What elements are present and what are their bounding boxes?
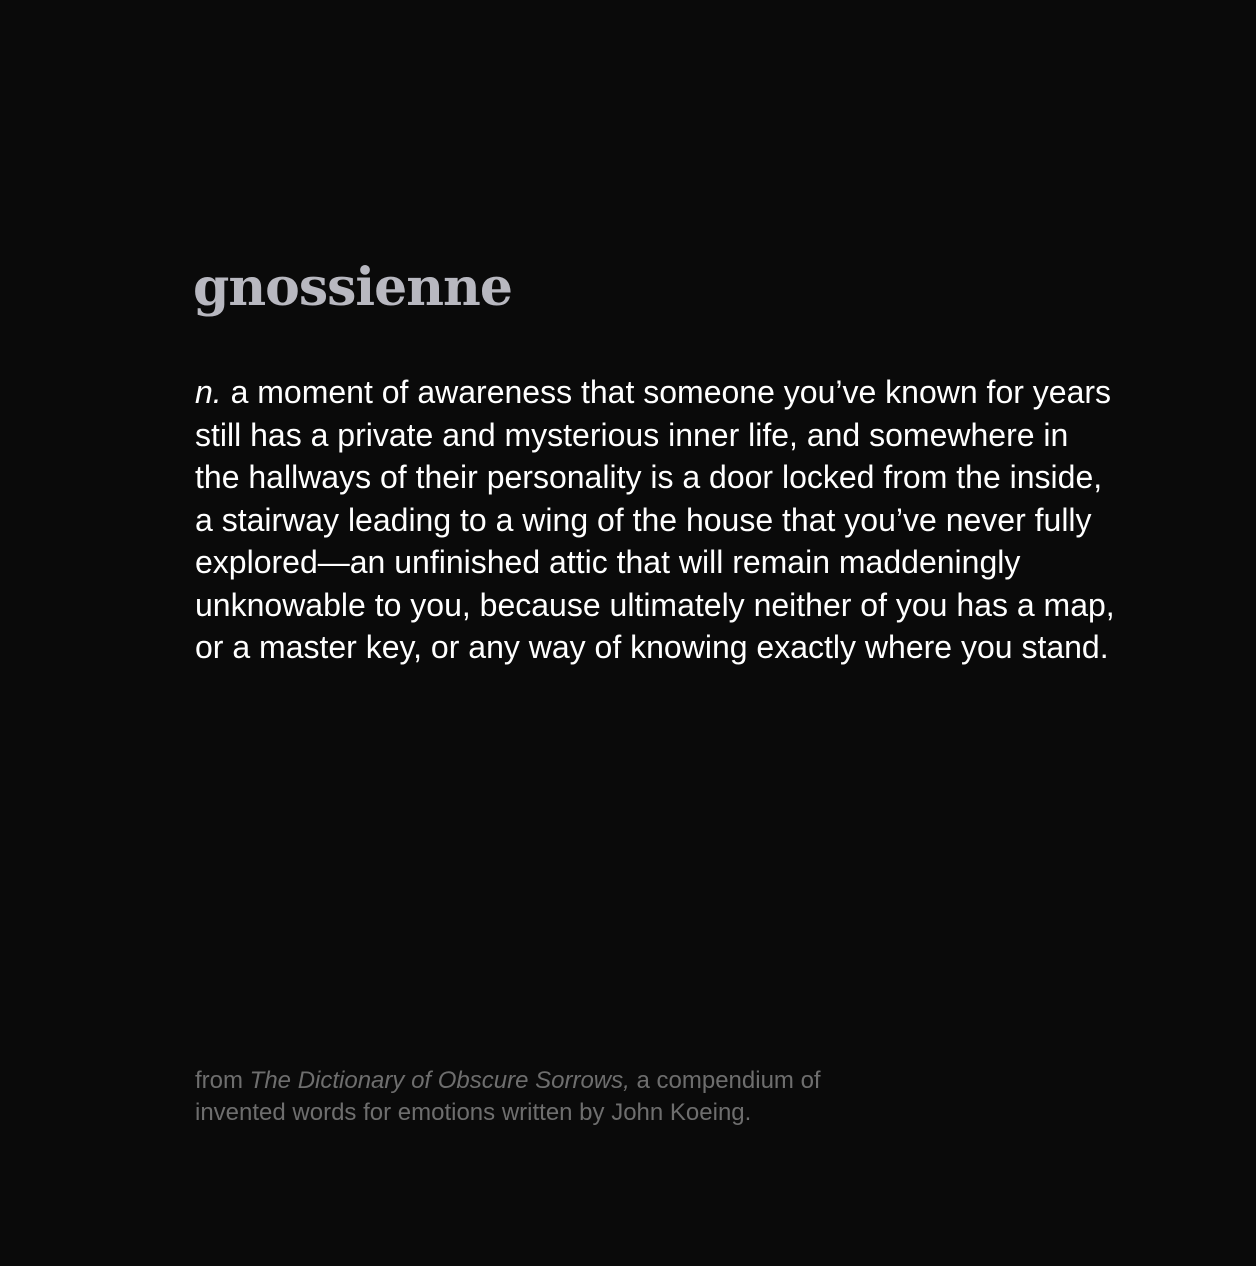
headword: gnossienne <box>193 257 512 318</box>
part-of-speech: n. <box>195 374 222 410</box>
source-title: The Dictionary of Obscure Sorrows, <box>249 1067 630 1094</box>
source-prefix: from <box>195 1067 243 1094</box>
definition-body: a moment of awareness that someone you’ve known for years still has a private and mysterious inner life, and somewhere in the hallways of their personality is a door locked from the inside, a stairway leading to a wing of the house that you’ve never fully explored—an unfinished attic that will remain maddeningly unknowable to you, because ultimately neither of you has a map, or a master key, or any way of knowing exactly where you stand. <box>195 374 1115 665</box>
definition-text <box>195 371 1115 669</box>
source-attribution <box>195 1065 915 1129</box>
source-suffix: a compendium of invented words for emotions written by John Koeing. <box>195 1067 821 1126</box>
